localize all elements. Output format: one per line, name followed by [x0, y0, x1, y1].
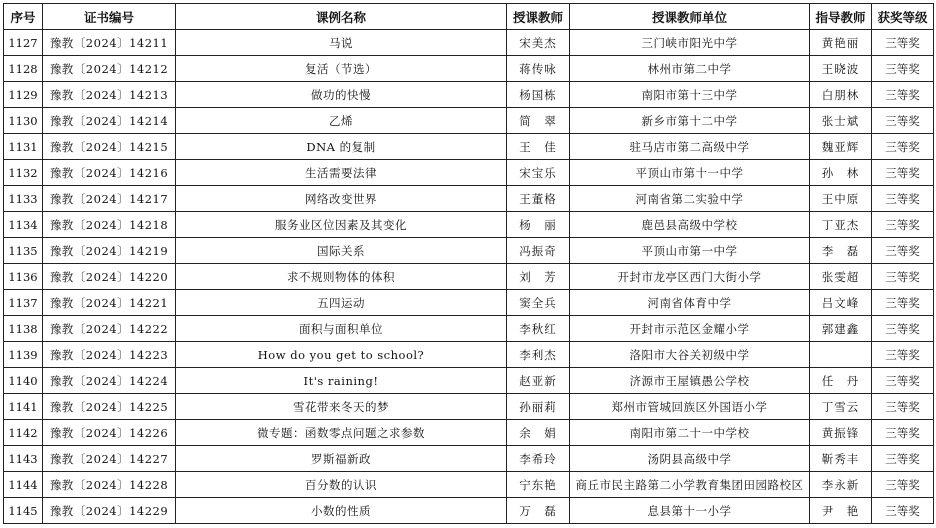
- cell-unit: 林州市第二中学: [570, 56, 810, 82]
- cell-level: 三等奖: [872, 446, 934, 472]
- table-row: [4, 420, 934, 446]
- cell-teacher: 窦全兵: [507, 290, 570, 316]
- cell-cert-no: 豫教〔2024〕14215: [43, 134, 176, 160]
- cell-course: 罗斯福新政: [176, 446, 507, 472]
- cell-level: 三等奖: [872, 498, 934, 524]
- cell-seq: 1137: [4, 290, 43, 316]
- cell-unit: 开封市龙亭区西门大街小学: [570, 264, 810, 290]
- cell-unit: 河南省第二实验中学: [570, 186, 810, 212]
- table-row: [4, 290, 934, 316]
- cell-cert-no: 豫教〔2024〕14228: [43, 472, 176, 498]
- cell-level: 三等奖: [872, 108, 934, 134]
- cell-course: How do you get to school?: [176, 342, 507, 368]
- cell-mentor: 王中原: [810, 186, 872, 212]
- cell-seq: 1142: [4, 420, 43, 446]
- table-row: [4, 368, 934, 394]
- cell-teacher: 杨国栋: [507, 82, 570, 108]
- cell-seq: 1133: [4, 186, 43, 212]
- cell-course: DNA 的复制: [176, 134, 507, 160]
- cell-cert-no: 豫教〔2024〕14222: [43, 316, 176, 342]
- cell-course: 微专题：函数零点问题之求参数: [176, 420, 507, 446]
- cell-cert-no: 豫教〔2024〕14219: [43, 238, 176, 264]
- cell-course: It's raining!: [176, 368, 507, 394]
- cell-seq: 1130: [4, 108, 43, 134]
- cell-seq: 1134: [4, 212, 43, 238]
- cell-mentor: 孙 林: [810, 160, 872, 186]
- cell-teacher: 简 翠: [507, 108, 570, 134]
- cell-teacher: 李希玲: [507, 446, 570, 472]
- cell-mentor: 郭建鑫: [810, 316, 872, 342]
- cell-teacher: 李利杰: [507, 342, 570, 368]
- table-row: [4, 498, 934, 524]
- cell-unit: 息县第十一小学: [570, 498, 810, 524]
- cell-teacher: 王 佳: [507, 134, 570, 160]
- cell-unit: 济源市王屋镇愚公学校: [570, 368, 810, 394]
- table-row: [4, 472, 934, 498]
- cell-seq: 1139: [4, 342, 43, 368]
- cell-level: 三等奖: [872, 82, 934, 108]
- cell-cert-no: 豫教〔2024〕14221: [43, 290, 176, 316]
- cell-course: 五四运动: [176, 290, 507, 316]
- cell-teacher: 蒋传咏: [507, 56, 570, 82]
- cell-mentor: 白朋林: [810, 82, 872, 108]
- cell-mentor: 王晓波: [810, 56, 872, 82]
- cell-seq: 1143: [4, 446, 43, 472]
- table-row: [4, 238, 934, 264]
- cell-unit: 南阳市第十三中学: [570, 82, 810, 108]
- cell-level: 三等奖: [872, 394, 934, 420]
- cell-cert-no: 豫教〔2024〕14226: [43, 420, 176, 446]
- cell-seq: 1141: [4, 394, 43, 420]
- cell-seq: 1136: [4, 264, 43, 290]
- cell-mentor: 靳秀丰: [810, 446, 872, 472]
- cell-level: 三等奖: [872, 186, 934, 212]
- cell-cert-no: 豫教〔2024〕14216: [43, 160, 176, 186]
- header-course: 课例名称: [176, 4, 507, 30]
- cell-seq: 1127: [4, 30, 43, 56]
- cell-cert-no: 豫教〔2024〕14218: [43, 212, 176, 238]
- cell-seq: 1135: [4, 238, 43, 264]
- cell-seq: 1144: [4, 472, 43, 498]
- table-row: [4, 134, 934, 160]
- cell-mentor: 魏亚辉: [810, 134, 872, 160]
- cell-unit: 开封市示范区金耀小学: [570, 316, 810, 342]
- header-mentor: 指导教师: [810, 4, 872, 30]
- cell-course: 做功的快慢: [176, 82, 507, 108]
- cell-seq: 1140: [4, 368, 43, 394]
- cell-cert-no: 豫教〔2024〕14224: [43, 368, 176, 394]
- cell-level: 三等奖: [872, 342, 934, 368]
- cell-course: 复活（节选）: [176, 56, 507, 82]
- cell-teacher: 赵亚新: [507, 368, 570, 394]
- cell-teacher: 李秋红: [507, 316, 570, 342]
- cell-level: 三等奖: [872, 290, 934, 316]
- table-row: [4, 30, 934, 56]
- cell-unit: 三门峡市阳光中学: [570, 30, 810, 56]
- cell-course: 国际关系: [176, 238, 507, 264]
- cell-mentor: 尹 艳: [810, 498, 872, 524]
- cell-unit: 南阳市第二十一中学校: [570, 420, 810, 446]
- cell-unit: 驻马店市第二高级中学: [570, 134, 810, 160]
- cell-course: 服务业区位因素及其变化: [176, 212, 507, 238]
- cell-mentor: 黄振锋: [810, 420, 872, 446]
- cell-mentor: 任 丹: [810, 368, 872, 394]
- table-row: [4, 394, 934, 420]
- cell-cert-no: 豫教〔2024〕14214: [43, 108, 176, 134]
- cell-cert-no: 豫教〔2024〕14227: [43, 446, 176, 472]
- cell-unit: 汤阴县高级中学: [570, 446, 810, 472]
- cell-course: 小数的性质: [176, 498, 507, 524]
- cell-cert-no: 豫教〔2024〕14213: [43, 82, 176, 108]
- cell-cert-no: 豫教〔2024〕14220: [43, 264, 176, 290]
- cell-unit: 新乡市第十二中学: [570, 108, 810, 134]
- cell-mentor: [810, 342, 872, 368]
- cell-level: 三等奖: [872, 212, 934, 238]
- cell-seq: 1132: [4, 160, 43, 186]
- table-row: [4, 446, 934, 472]
- cell-seq: 1129: [4, 82, 43, 108]
- cell-course: 生活需要法律: [176, 160, 507, 186]
- cell-teacher: 宁东艳: [507, 472, 570, 498]
- cell-mentor: 张士斌: [810, 108, 872, 134]
- table-row: [4, 212, 934, 238]
- cell-level: 三等奖: [872, 264, 934, 290]
- header-seq: 序号: [4, 4, 43, 30]
- cell-unit: 平顶山市第一中学: [570, 238, 810, 264]
- cell-level: 三等奖: [872, 368, 934, 394]
- header-cert-no: 证书编号: [43, 4, 176, 30]
- award-table: [3, 3, 934, 524]
- table-row: [4, 342, 934, 368]
- table-row: [4, 108, 934, 134]
- header-level: 获奖等级: [872, 4, 934, 30]
- table-row: [4, 82, 934, 108]
- cell-course: 面积与面积单位: [176, 316, 507, 342]
- cell-level: 三等奖: [872, 160, 934, 186]
- cell-teacher: 杨 丽: [507, 212, 570, 238]
- cell-unit: 河南省体育中学: [570, 290, 810, 316]
- cell-mentor: 吕文峰: [810, 290, 872, 316]
- cell-mentor: 张雯超: [810, 264, 872, 290]
- cell-cert-no: 豫教〔2024〕14229: [43, 498, 176, 524]
- cell-unit: 商丘市民主路第二小学教育集团田园路校区: [570, 472, 810, 498]
- cell-mentor: 丁亚杰: [810, 212, 872, 238]
- cell-unit: 洛阳市大谷关初级中学: [570, 342, 810, 368]
- table-row: [4, 264, 934, 290]
- cell-teacher: 孙丽莉: [507, 394, 570, 420]
- cell-course: 马说: [176, 30, 507, 56]
- cell-teacher: 余 娟: [507, 420, 570, 446]
- cell-unit: 平顶山市第十一中学: [570, 160, 810, 186]
- table-row: [4, 160, 934, 186]
- header-teacher: 授课教师: [507, 4, 570, 30]
- cell-seq: 1145: [4, 498, 43, 524]
- cell-level: 三等奖: [872, 56, 934, 82]
- cell-teacher: 王董格: [507, 186, 570, 212]
- cell-course: 百分数的认识: [176, 472, 507, 498]
- cell-teacher: 刘 芳: [507, 264, 570, 290]
- cell-cert-no: 豫教〔2024〕14211: [43, 30, 176, 56]
- header-row: [4, 4, 934, 30]
- cell-cert-no: 豫教〔2024〕14223: [43, 342, 176, 368]
- cell-level: 三等奖: [872, 472, 934, 498]
- cell-level: 三等奖: [872, 30, 934, 56]
- cell-mentor: 丁雪云: [810, 394, 872, 420]
- table-row: [4, 186, 934, 212]
- cell-mentor: 李 磊: [810, 238, 872, 264]
- cell-teacher: 宋美杰: [507, 30, 570, 56]
- cell-seq: 1131: [4, 134, 43, 160]
- cell-course: 乙烯: [176, 108, 507, 134]
- cell-unit: 鹿邑县高级中学校: [570, 212, 810, 238]
- cell-cert-no: 豫教〔2024〕14212: [43, 56, 176, 82]
- cell-mentor: 黄艳丽: [810, 30, 872, 56]
- cell-level: 三等奖: [872, 238, 934, 264]
- cell-teacher: 宋宝乐: [507, 160, 570, 186]
- cell-course: 网络改变世界: [176, 186, 507, 212]
- table-body: [4, 30, 934, 524]
- cell-course: 雪花带来冬天的梦: [176, 394, 507, 420]
- cell-level: 三等奖: [872, 420, 934, 446]
- cell-level: 三等奖: [872, 316, 934, 342]
- cell-unit: 郑州市管城回族区外国语小学: [570, 394, 810, 420]
- table-row: [4, 316, 934, 342]
- cell-cert-no: 豫教〔2024〕14225: [43, 394, 176, 420]
- cell-seq: 1138: [4, 316, 43, 342]
- cell-seq: 1128: [4, 56, 43, 82]
- cell-teacher: 万 磊: [507, 498, 570, 524]
- table-row: [4, 56, 934, 82]
- cell-course: 求不规则物体的体积: [176, 264, 507, 290]
- cell-level: 三等奖: [872, 134, 934, 160]
- cell-cert-no: 豫教〔2024〕14217: [43, 186, 176, 212]
- cell-teacher: 冯振奇: [507, 238, 570, 264]
- header-unit: 授课教师单位: [570, 4, 810, 30]
- cell-mentor: 李永新: [810, 472, 872, 498]
